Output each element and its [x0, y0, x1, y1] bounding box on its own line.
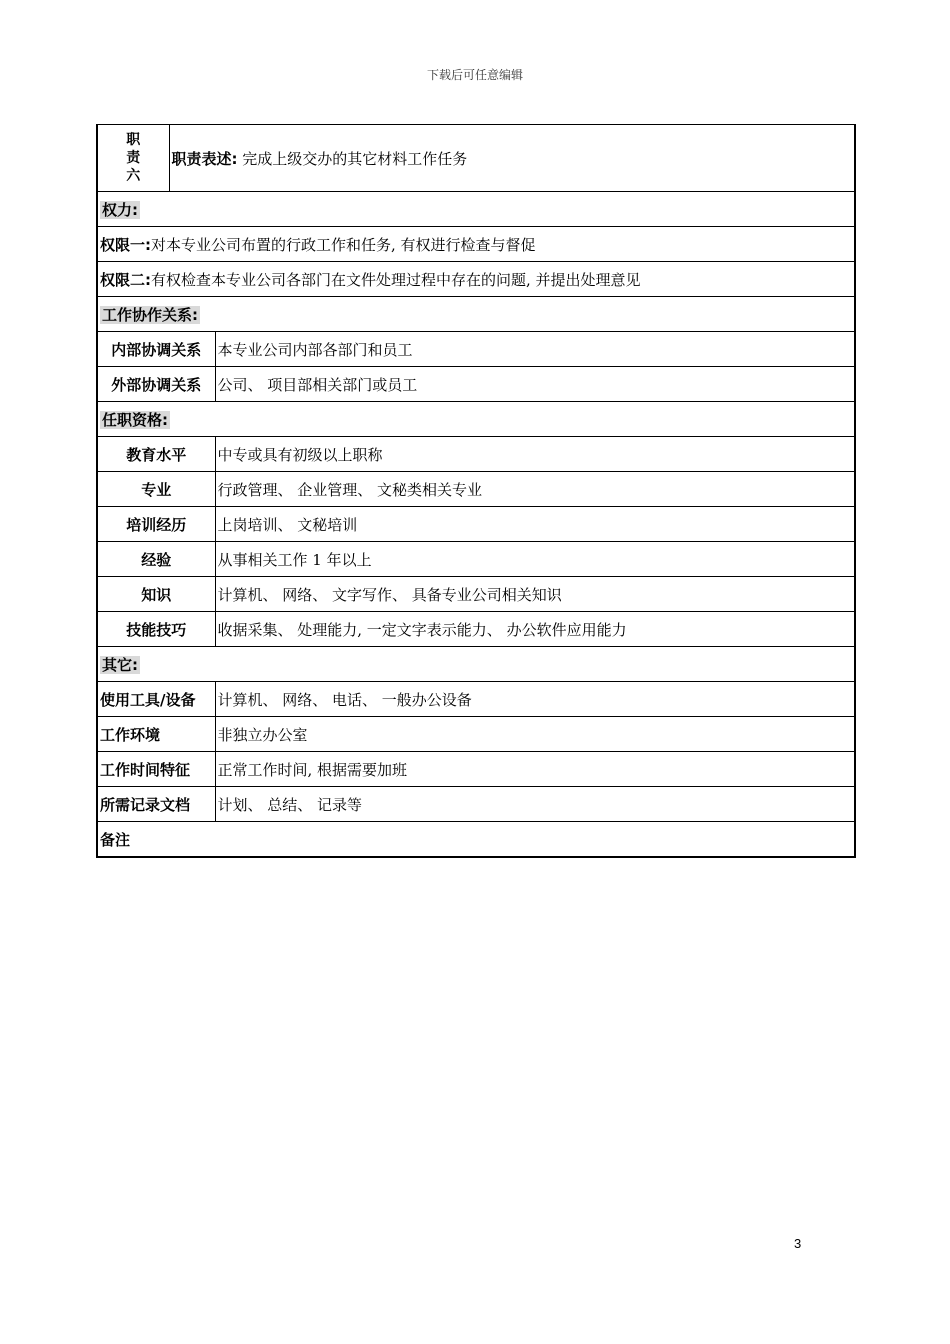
table-row: [97, 437, 855, 472]
remarks-row: [97, 822, 855, 858]
power-section-row: [97, 192, 855, 227]
external-coordination-label: 外部协调关系: [97, 367, 215, 402]
table-row: [97, 472, 855, 507]
knowledge-label: 知识: [97, 577, 215, 612]
power-item-row: [97, 262, 855, 297]
cooperation-section-row: [97, 297, 855, 332]
duty6-description: [169, 125, 855, 192]
cooperation-title: 工作协作关系:: [97, 297, 855, 332]
knowledge-value: 计算机、 网络、 文字写作、 具备专业公司相关知识: [215, 577, 855, 612]
qualification-section-row: [97, 402, 855, 437]
experience-label: 经验: [97, 542, 215, 577]
remarks-label: 备注: [97, 822, 855, 858]
power-title: 权力:: [97, 192, 855, 227]
records-label: 所需记录文档: [97, 787, 215, 822]
work-time-value: 正常工作时间, 根据需要加班: [215, 752, 855, 787]
major-label: 专业: [97, 472, 215, 507]
duty6-row: [97, 125, 855, 192]
table-row: [97, 717, 855, 752]
skills-label: 技能技巧: [97, 612, 215, 647]
training-label: 培训经历: [97, 507, 215, 542]
experience-value: 从事相关工作 1 年以上: [215, 542, 855, 577]
skills-value: 收据采集、 处理能力, 一定文字表示能力、 办公软件应用能力: [215, 612, 855, 647]
table-row: [97, 367, 855, 402]
external-coordination-value: 公司、 项目部相关部门或员工: [215, 367, 855, 402]
page-header: 下载后可任意编辑: [426, 68, 523, 82]
table-row: [97, 577, 855, 612]
qualification-title: 任职资格:: [97, 402, 855, 437]
internal-coordination-value: 本专业公司内部各部门和员工: [215, 332, 855, 367]
duty6-desc-label: 职责表述:: [171, 149, 238, 168]
tools-value: 计算机、 网络、 电话、 一般办公设备: [215, 682, 855, 717]
work-time-label: 工作时间特征: [97, 752, 215, 787]
table-row: [97, 332, 855, 367]
other-title: 其它:: [97, 647, 855, 682]
power-item-row: [97, 227, 855, 262]
education-label: 教育水平: [97, 437, 215, 472]
other-section-row: [97, 647, 855, 682]
page-number: 3: [794, 1236, 802, 1251]
internal-coordination-label: 内部协调关系: [97, 332, 215, 367]
tools-label: 使用工具/设备: [97, 682, 215, 717]
power-item-1: 权限一:对本专业公司布置的行政工作和任务, 有权进行检查与督促: [97, 227, 855, 262]
duty6-desc-text: 完成上级交办的其它材料工作任务: [242, 149, 468, 168]
power-item-2: 权限二:有权检查本专业公司各部门在文件处理过程中存在的问题, 并提出处理意见: [97, 262, 855, 297]
duty6-label: 职 责 六: [97, 125, 169, 192]
training-value: 上岗培训、 文秘培训: [215, 507, 855, 542]
table-row: [97, 507, 855, 542]
table-row: [97, 787, 855, 822]
table-row: [97, 682, 855, 717]
records-value: 计划、 总结、 记录等: [215, 787, 855, 822]
job-description-table: [96, 124, 856, 858]
major-value: 行政管理、 企业管理、 文秘类相关专业: [215, 472, 855, 507]
table-row: [97, 752, 855, 787]
education-value: 中专或具有初级以上职称: [215, 437, 855, 472]
environment-label: 工作环境: [97, 717, 215, 752]
environment-value: 非独立办公室: [215, 717, 855, 752]
table-row: [97, 612, 855, 647]
table-row: [97, 542, 855, 577]
